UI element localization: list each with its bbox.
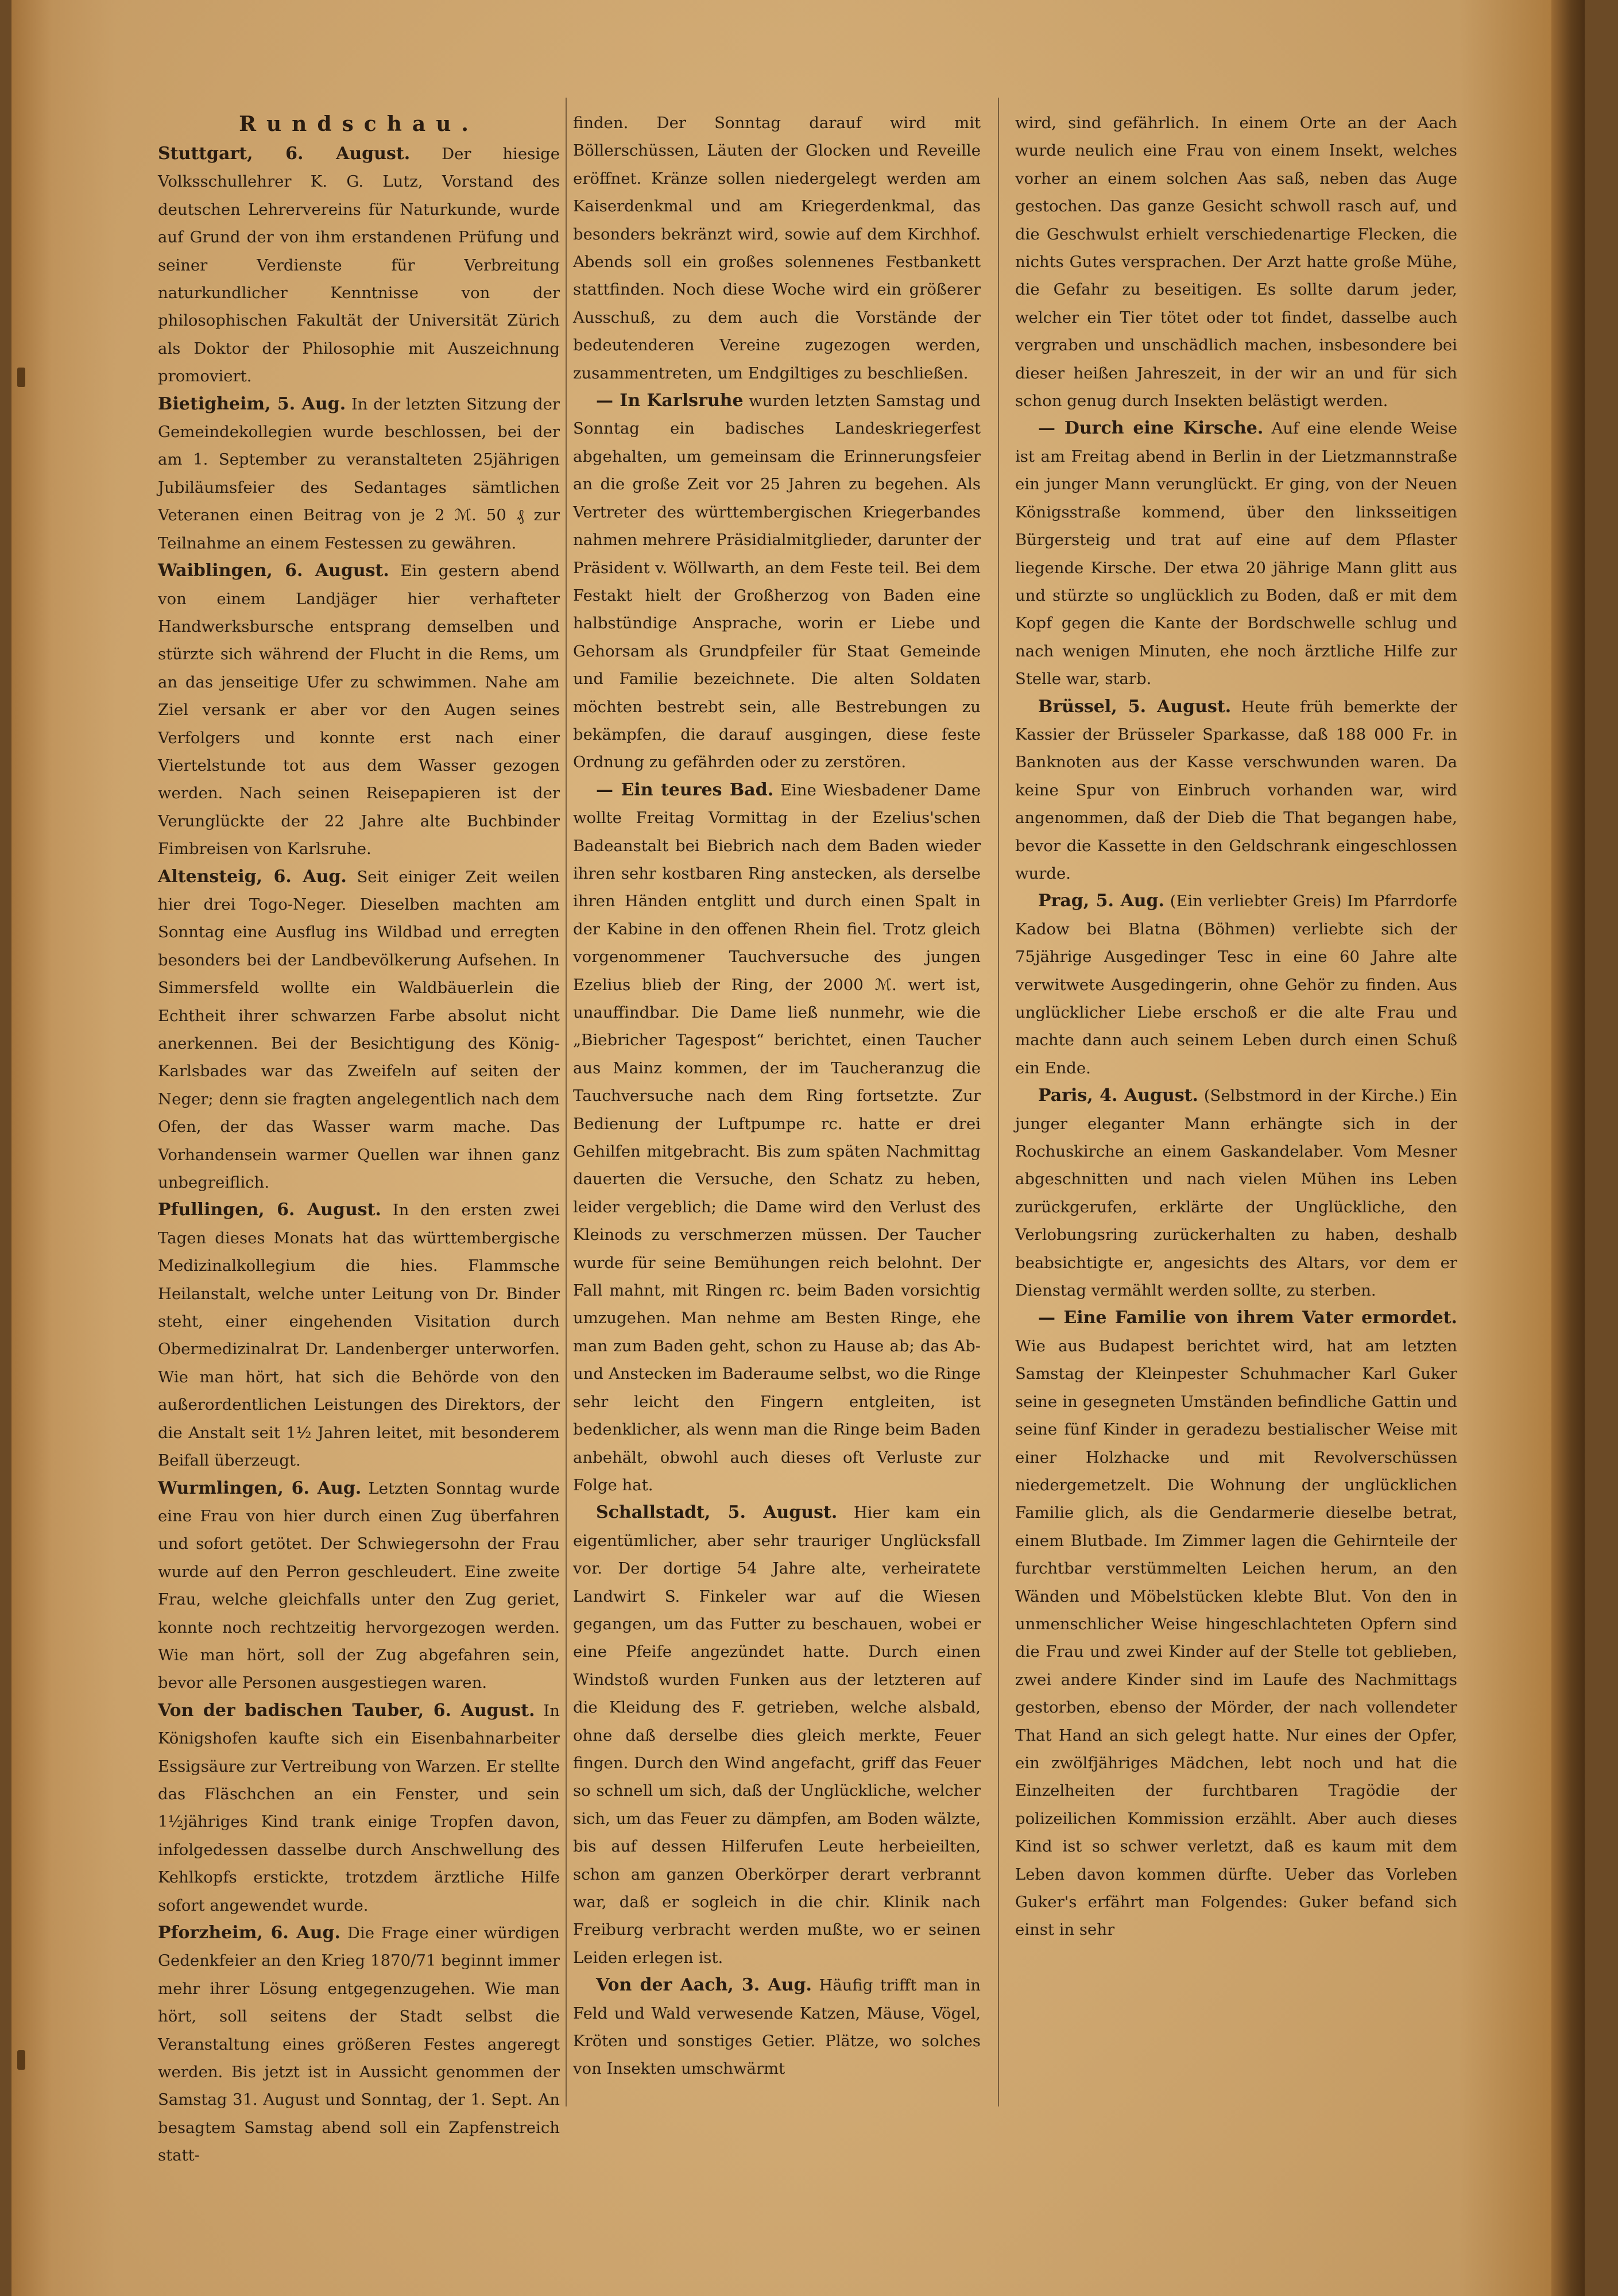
article-dateline: Altensteig, 6. Aug. — [158, 866, 347, 887]
column-2 — [573, 109, 981, 2118]
article-body: Hier kam ein eigentümlicher, aber sehr trauriger Unglücksfall vor. Der dortige 54 Jahre alte, verheiratete Landwirt S. Finkeler war auf die Wiesen gegangen, um das Futter zu beschauen, wobei er eine Pfeife angezündet hatte. Durch einen Windstoß wurden Funken aus der letzteren auf die Kleidung des F. getrieben, welche alsbald, ohne daß derselbe dies gleich merkte, Feuer fingen. Durch den Wind angefacht, griff das Feuer so schnell um sich, daß der Unglückliche, welcher sich, um das Feuer zu dämpfen, am Boden wälzte, bis auf dessen Hilferufen Leute herbeieilten, schon am ganzen Oberkörper derart verbrannt war, daß er sogleich in die chir. Klinik nach Freiburg verbracht werden mußte, wo er seinen Leiden erlegen ist. — [573, 1503, 981, 1967]
article — [1015, 415, 1457, 693]
article — [1015, 1304, 1457, 1943]
article-dateline: — Eine Familie von ihrem Vater ermordet. — [1038, 1308, 1457, 1328]
article-dateline: Prag, 5. Aug. — [1038, 891, 1164, 911]
article-body: Die Frage einer würdigen Gedenkfeier an den Krieg 1870/71 beginnt immer mehr ihrer Lösung entgegenzugehen. Wie man hört, soll seitens der Stadt selbst die Veranstaltung eines größeren Festes angeregt werden. Bis jetzt ist in Aussicht genommen der Samstag 31. August und Sonntag, der 1. Sept. An besagtem Samstag abend soll ein Zapfenstreich statt- — [158, 1924, 560, 2165]
article-dateline: Bietigheim, 5. Aug. — [158, 393, 346, 414]
article — [158, 140, 560, 391]
section-title: Rundschau. — [239, 112, 479, 136]
article-body: Heute früh bemerkte der Kassier der Brüsseler Sparkasse, daß 188 000 Fr. in Banknoten aus der Kasse verschwunden waren. Da keine Spur von Einbruch vorhanden war, wird angenommen, daß der Dieb die That begangen habe, bevor die Kassette in den Geldschrank eingeschlossen wurde. — [1015, 697, 1457, 883]
article — [158, 1919, 560, 2170]
article-dateline: Von der Aach, 3. Aug. — [596, 1975, 812, 1996]
article-body: In Königshofen kaufte sich ein Eisenbahnarbeiter Essigsäure zur Vertreibung von Warzen. Er stellte das Fläschchen an ein Fenster, und sein 1½jähriges Kind trank einige Tropfen davon, infolgedessen dasselbe durch Anschwellung des Kehlkopfs erstickte, trotzdem ärztliche Hilfe sofort angewendet wurde. — [158, 1701, 560, 1915]
article — [1015, 693, 1457, 888]
article — [158, 391, 560, 557]
article-dateline: Wurmlingen, 6. Aug. — [158, 1478, 362, 1498]
column-3 — [1015, 109, 1457, 2118]
article-body: (Ein verliebter Greis) Im Pfarrdorfe Kadow bei Blatna (Böhmen) verliebte sich der 75jährige Ausgedinger Tesc in eine 60 Jahre alte verwitwete Ausgedingerin, ohne Gehör zu finden. Aus unglücklicher Liebe erschoß er die alte Frau und machte dann auch seinem Leben durch einen Schuß ein Ende. — [1015, 892, 1457, 1077]
article-dateline: Pforzheim, 6. Aug. — [158, 1923, 340, 1943]
article-continuation — [573, 109, 981, 387]
article-dateline: — Ein teures Bad. — [596, 779, 774, 800]
article-body: In der letzten Sitzung der Gemeindekollegien wurde beschlossen, bei der am 1. September zu veranstalteten 25jährigen Jubiläumsfeier des Sedantages sämtlichen Veteranen einen Beitrag von je 2 ℳ. 50 ₰ zur Teilnahme an einem Festessen zu gewähren. — [158, 395, 560, 552]
article — [158, 1697, 560, 1919]
article-dateline: Stuttgart, 6. August. — [158, 144, 411, 164]
binding-hole — [17, 368, 25, 387]
article-dateline: Paris, 4. August. — [1038, 1085, 1199, 1106]
article-dateline: Waiblingen, 6. August. — [158, 561, 389, 581]
article-body: Eine Wiesbadener Dame wollte Freitag Vormittag in der Ezelius'schen Badeanstalt bei Biebrich nach dem Baden wieder ihren sehr kostbaren Ring anstecken, als derselbe ihren Händen entglitt und durch einen Spalt in der Kabine in den offenen Rhein fiel. Trotz gleich vorgenommener Tauchversuche des jungen Ezelius blieb der Ring, der 2000 ℳ. wert ist, unauffindbar. Die Dame ließ nunmehr, wie die „Biebricher Tagespost“ berichtet, einen Taucher aus Mainz kommen, der im Taucheranzug die Tauchversuche nach dem Ring fortsetzte. Zur Bedienung der Luftpumpe rc. hatte er drei Gehilfen mitgebracht. Bis zum späten Nachmittag dauerten die Versuche, den Schatz zu heben, leider vergeblich; die Dame wird den Verlust des Kleinods zu verschmerzen müssen. Der Taucher wurde für seine Bemühungen reich belohnt. Der Fall mahnt, mit Ringen rc. beim Baden vorsichtig umzugehen. Man nehme am Besten Ringe, ehe man zum Baden geht, schon zu Hause ab; das Ab- und Anstecken im Baderaume selbst, wo die Ringe sehr leicht den Fingern entgleiten, ist bedenklicher, als wenn man die Ringe beim Baden anbehält, obwohl auch dieses oft Verluste zur Folge hat. — [573, 780, 981, 1494]
article — [158, 863, 560, 1197]
article-continuation — [1015, 109, 1457, 415]
article-dateline: Von der badischen Tauber, 6. August. — [158, 1700, 535, 1721]
binding-spine — [1551, 0, 1585, 2296]
article-body: Auf eine elende Weise ist am Freitag abend in Berlin in der Lietzmannstraße ein junger Mann verunglückt. Er ging, von der Neuen Königsstraße kommend, über den linksseitigen Bürgersteig und trat auf eine auf dem Pflaster liegende Kirsche. Der etwa 20 jährige Mann glitt aus und stürzte so unglücklich zu Boden, daß er mit dem Kopf gegen die Kante der Bordschwelle schlug und nach wenigen Minuten, ehe noch ärztliche Hilfe zur Stelle war, starb. — [1015, 419, 1458, 689]
column-rule — [566, 98, 567, 2106]
article-dateline: Brüssel, 5. August. — [1038, 696, 1232, 717]
article — [573, 1972, 981, 2083]
article-body: finden. Der Sonntag darauf wird mit Böllerschüssen, Läuten der Glocken und Reveille eröffnet. Kränze sollen niedergelegt werden am Kaiserdenkmal und am Kriegerdenkmal, das besonders bekränzt wird, sowie auf dem Kirchhof. Abends soll ein großes solennenes Festbankett stattfinden. Noch diese Woche wird ein größerer Ausschuß, zu dem auch die Vorstände der bedeutenderen Vereine zugezogen werden, zusammentreten, um Endgiltiges zu beschließen. — [573, 114, 981, 382]
article-dateline: Pfullingen, 6. August. — [158, 1200, 381, 1220]
binding-hole — [17, 2050, 25, 2070]
article-dateline: Schallstadt, 5. August. — [596, 1502, 838, 1523]
article — [158, 1475, 560, 1697]
article-body: Ein gestern abend von einem Landjäger hier verhafteter Handwerksbursche entsprang demselben und stürzte sich während der Flucht in die Rems, um an das jenseitige Ufer zu schwimmen. Nahe am Ziel versank er aber vor den Augen seines Verfolgers und konnte erst nach einer Viertelstunde tot aus dem Wasser gezogen werden. Nach seinen Reisepapieren ist der Verunglückte der 22 Jahre alte Buchbinder Fimbreisen von Karlsruhe. — [158, 562, 560, 859]
article-body: (Selbstmord in der Kirche.) Ein junger eleganter Mann erhängte sich in der Rochuskirche an einem Gaskandelaber. Vom Mesner abgeschnitten und nach vielen Mühen ins Leben zurückgerufen, erklärte der Unglückliche, den Verlobungsring zurückerhalten zu haben, deshalb beabsichtigte er, angesichts des Altars, vor dem er Dienstag vermählt werden sollte, zu sterben. — [1015, 1087, 1457, 1300]
column-1 — [158, 109, 560, 2165]
article-body: Häufig trifft man in Feld und Wald verwesende Katzen, Mäuse, Vögel, Kröten und sonstiges Getier. Plätze, wo solches von Insekten umschwärmt — [573, 1976, 981, 2078]
article — [1015, 887, 1457, 1082]
column-rule — [998, 98, 999, 2106]
newspaper-page — [11, 0, 1585, 2296]
article-body: wurden letzten Samstag und Sonntag ein badisches Landeskriegerfest abgehalten, um gemeinsam die Erinnerungsfeier an die große Zeit vor 25 Jahren zu begehen. Als Vertreter des württembergischen Kriegerbandes nahmen mehrere Präsidialmitglieder, darunter der Präsident v. Wöllwarth, an dem Feste teil. Bei dem Festakt hielt der Großherzog von Baden eine halbstündige Ansprache, worin er Liebe und Gehorsam als Grundpfeiler für Staat Gemeinde und Familie bezeichnete. Die alten Soldaten möchten bestrebt sein, alle Bestrebungen zu bekämpfen, die darauf ausgingen, diese feste Ordnung zu gefährden oder zu zerstören. — [573, 392, 981, 772]
article-body: wird, sind gefährlich. In einem Orte an der Aach wurde neulich eine Frau von einem Insekt, welches vorher an einem solchen Aas saß, neben das Auge gestochen. Das ganze Gesicht schwoll rasch auf, und die Geschwulst erhielt verschiedenartige Flecken, die nichts Gutes versprachen. Der Arzt hatte große Mühe, die Gefahr zu beseitigen. Es sollte darum jeder, welcher ein Tier tötet oder tot findet, dasselbe auch vergraben und unschädlich machen, insbesondere bei dieser heißen Jahreszeit, in der wir an und für sich schon genug durch Insekten belästigt werden. — [1015, 114, 1457, 411]
article-body: In den ersten zwei Tagen dieses Monats hat das württembergische Medizinalkollegium die hies. Flammsche Heilanstalt, welche unter Leitung von Dr. Binder steht, einer eingehenden Visitation durch Obermedizinalrat Dr. Landenberger unterworfen. Wie man hört, hat sich die Behörde von den außerordentlichen Leistungen des Direktors, der die Anstalt seit 1½ Jahren leitet, mit besonderem Beifall überzeugt. — [158, 1201, 560, 1470]
article — [573, 776, 981, 1499]
article-body: Seit einiger Zeit weilen hier drei Togo-Neger. Dieselben machten am Sonntag eine Ausflug ins Wildbad und erregten besonders bei der Landbevölkerung Aufsehen. In Simmersfeld wollte ein Waldbäuerlein die Echtheit ihrer schwarzen Farbe absolut nicht anerkennen. Bei der Besichtigung des König-Karlsbades war das Zweifeln auf seiten der Neger; denn sie fragten angelegentlich nach dem Ofen, der das Wasser warm mache. Das Vorhandensein warmer Quellen war ihnen ganz unbegreiflich. — [158, 867, 560, 1192]
article — [573, 387, 981, 776]
article — [573, 1499, 981, 1972]
article-dateline: — Durch eine Kirsche. — [1038, 418, 1264, 439]
article — [1015, 1082, 1457, 1304]
article — [158, 557, 560, 863]
article-body: Letzten Sonntag wurde eine Frau von hier durch einen Zug überfahren und sofort getötet. Der Schwiegersohn der Frau wurde auf den Perron geschleudert. Eine zweite Frau, welche gleichfalls unter den Zug geriet, konnte noch rechtzeitig hervorgezogen werden. Wie man hört, soll der Zug abgefahren sein, bevor alle Personen ausgestiegen waren. — [158, 1479, 560, 1692]
article-body: Der hiesige Volksschullehrer K. G. Lutz, Vorstand des deutschen Lehrervereins für Naturkunde, wurde auf Grund der von ihm erstandenen Prüfung und seiner Verdienste für Verbreitung naturkundlicher Kenntnisse von der philosophischen Fakultät der Universität Zürich als Doktor der Philosophie mit Auszeichnung promoviert. — [158, 145, 560, 386]
article-dateline: — In Karlsruhe — [596, 391, 744, 411]
article — [158, 1196, 560, 1474]
article-body: Wie aus Budapest berichtet wird, hat am letzten Samstag der Kleinpester Schuhmacher Karl Guker seine in gesegneten Umständen befindliche Gattin und seine fünf Kinder in geradezu bestialischer Weise mit einer Holzhacke und mit Revolverschüssen niedergemetzelt. Die Wohnung der unglücklichen Familie glich, als die Gendarmerie dieselbe betrat, einem Blutbade. Im Zimmer lagen die Gehirnteile der furchtbar verstümmelten Leichen herum, an den Wänden und Möbelstücken klebte Blut. Von den in unmenschlicher Weise hingeschlachteten Opfern sind die Frau und zwei Kinder auf der Stelle tot geblieben, zwei andere Kinder sind im Laufe des Nachmittags gestorben, ebenso der Mörder, der nach vollendeter That Hand an sich gelegt hatte. Nur eines der Opfer, ein zwölfjähriges Mädchen, lebt noch und hat die Einzelheiten der furchtbaren Tragödie der polizeilichen Kommission erzählt. Aber auch dieses Kind ist so schwer verletzt, daß es kaum mit dem Leben davon kommen dürfte. Ueber das Vorleben Guker's erfährt man Folgendes: Guker befand sich einst in sehr — [1015, 1336, 1457, 1939]
